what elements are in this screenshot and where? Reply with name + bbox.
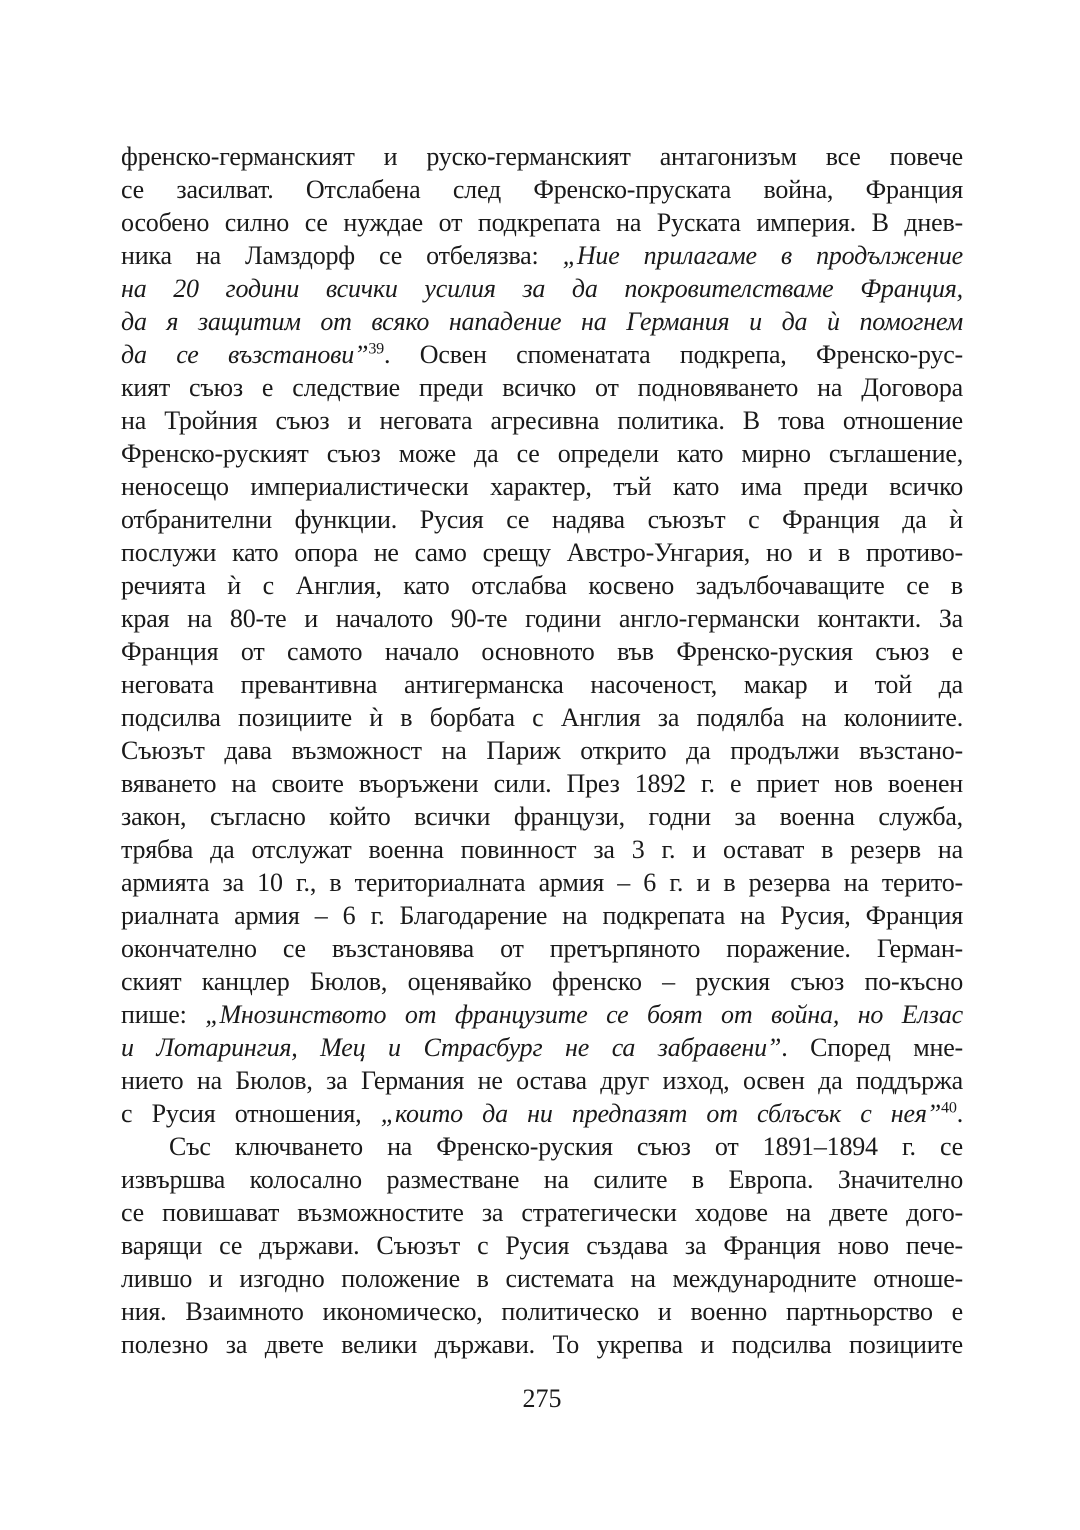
text-segment: особено силно се нуждае от подкрепата на Руската империя. В днев- [121, 208, 963, 237]
text-segment: „Мнозинството от французите се боят от война, но Елзас [205, 1000, 963, 1029]
text-segment: армията за 10 г., в териториалната армия – 6 г. и в резерва на терито- [121, 868, 963, 897]
text-segment: да я защитим от всяко нападение на Германия и да ѝ помогнем [121, 307, 963, 336]
text-segment: и Лотарингия, Мец и Страсбург не са забравени” [121, 1033, 782, 1062]
paragraph [121, 1130, 963, 1361]
text-line [121, 734, 963, 767]
text-line [121, 536, 963, 569]
text-segment: . Освен споменатата подкрепа, Френско-рус- [384, 340, 963, 369]
footnote-reference: 40 [940, 1099, 957, 1117]
text-segment: . [956, 1099, 963, 1128]
text-segment: Съюзът дава възможност на Париж открито да продължи възстано- [121, 736, 963, 765]
text-segment: Френско-руският съюз може да се определи като мирно съглашение, [121, 439, 963, 468]
text-segment: кият съюз е следствие преди всичко от подновяването на Договора [121, 373, 963, 402]
text-line [121, 1130, 963, 1163]
text-segment: лившо и изгодно положение в системата на международните отноше- [121, 1264, 963, 1293]
text-segment: ският канцлер Бюлов, оценявайко френско – руския съюз по-късно [121, 967, 963, 996]
text-line [121, 602, 963, 635]
text-line [121, 932, 963, 965]
text-line [121, 833, 963, 866]
text-segment: Франция от самото начало основното във Френско-руския съюз е [121, 637, 963, 666]
text-line [121, 1262, 963, 1295]
text-segment: се повишават възможностите за стратегически ходове на двете дого- [121, 1198, 963, 1227]
text-line [121, 800, 963, 833]
text-block [121, 140, 963, 1361]
text-line [121, 140, 963, 173]
text-line [121, 1196, 963, 1229]
text-line [121, 1295, 963, 1328]
text-line [121, 470, 963, 503]
text-segment: ния. Взаимното икономическо, политическо и военно партньорство е [121, 1297, 963, 1326]
text-segment: на 20 години всички усилия за да покровителстваме Франция, [121, 274, 963, 303]
text-line [121, 272, 963, 305]
text-segment: „които да ни предпазят от сблъсък с нея” [380, 1099, 941, 1128]
text-line [121, 305, 963, 338]
paragraph [121, 140, 963, 1130]
text-line [121, 404, 963, 437]
text-segment: края на 80-те и началото 90-те години англо-германски контакти. За [121, 604, 963, 633]
text-line [121, 866, 963, 899]
text-line [121, 635, 963, 668]
text-segment: полезно за двете велики държави. То укрепва и подсилва позициите [121, 1330, 963, 1359]
text-segment: нието на Бюлов, за Германия не остава друг изход, освен да поддържа [121, 1066, 963, 1095]
text-line [121, 437, 963, 470]
text-line [121, 206, 963, 239]
text-line [121, 668, 963, 701]
text-line [121, 899, 963, 932]
text-line [121, 701, 963, 734]
text-line [121, 371, 963, 404]
text-line [121, 1097, 963, 1130]
text-segment: ника на Ламздорф се отбелязва: [121, 241, 563, 270]
text-segment: риалната армия – 6 г. Благодарение на подкрепата на Русия, Франция [121, 901, 963, 930]
text-segment: отбранителни функции. Русия се надява съюзът с Франция да ѝ [121, 505, 963, 534]
text-line [121, 569, 963, 602]
text-line [121, 965, 963, 998]
text-segment: Със ключването на Френско-руския съюз от 1891–1894 г. се [169, 1132, 963, 1161]
text-segment: вяването на своите въоръжени сили. През 1892 г. е приет нов военен [121, 769, 963, 798]
text-segment: трябва да отслужат военна повинност за 3 г. и остават в резерв на [121, 835, 963, 864]
text-segment: неговата превантивна антигерманска насоченост, макар и той да [121, 670, 963, 699]
text-segment: варящи се държави. Съюзът с Русия създава за Франция ново пече- [121, 1231, 963, 1260]
text-segment: „Ние прилагаме в продължение [562, 241, 963, 270]
text-line [121, 1328, 963, 1361]
page-number: 275 [522, 1384, 562, 1413]
text-segment: да се възстанови” [121, 340, 369, 369]
text-line [121, 1031, 963, 1064]
text-line [121, 767, 963, 800]
text-line [121, 1163, 963, 1196]
text-segment: окончателно се възстановява от претърпяното поражение. Герман- [121, 934, 963, 963]
text-segment: извършва колосално разместване на силите в Европа. Значително [121, 1165, 963, 1194]
text-segment: на Тройния съюз и неговата агресивна политика. В това отношение [121, 406, 963, 435]
footnote-reference: 39 [368, 340, 385, 358]
text-segment: послужи като опора не само срещу Австро-Унгария, но и в противо- [121, 538, 963, 567]
text-line [121, 1229, 963, 1262]
text-segment: . Според мне- [781, 1033, 963, 1062]
text-line [121, 338, 963, 371]
text-segment: закон, съгласно който всички французи, годни за военна служба, [121, 802, 963, 831]
text-line [121, 503, 963, 536]
text-line [121, 173, 963, 206]
text-segment: подсилва позициите ѝ в борбата с Англия за подялба на колониите. [121, 703, 963, 732]
text-line [121, 1064, 963, 1097]
text-segment: речията ѝ с Англия, като отслабва косвено задълбочаващите се в [121, 571, 963, 600]
text-segment: неносещо империалистически характер, тъй като има преди всичко [121, 472, 963, 501]
text-line [121, 239, 963, 272]
text-segment: френско-германският и руско-германският антагонизъм все повече [121, 142, 963, 171]
text-line [121, 998, 963, 1031]
text-segment: с Русия отношения, [121, 1099, 381, 1128]
text-segment: се засилват. Отслабена след Френско-пруската война, Франция [121, 175, 963, 204]
text-segment: пише: [121, 1000, 206, 1029]
